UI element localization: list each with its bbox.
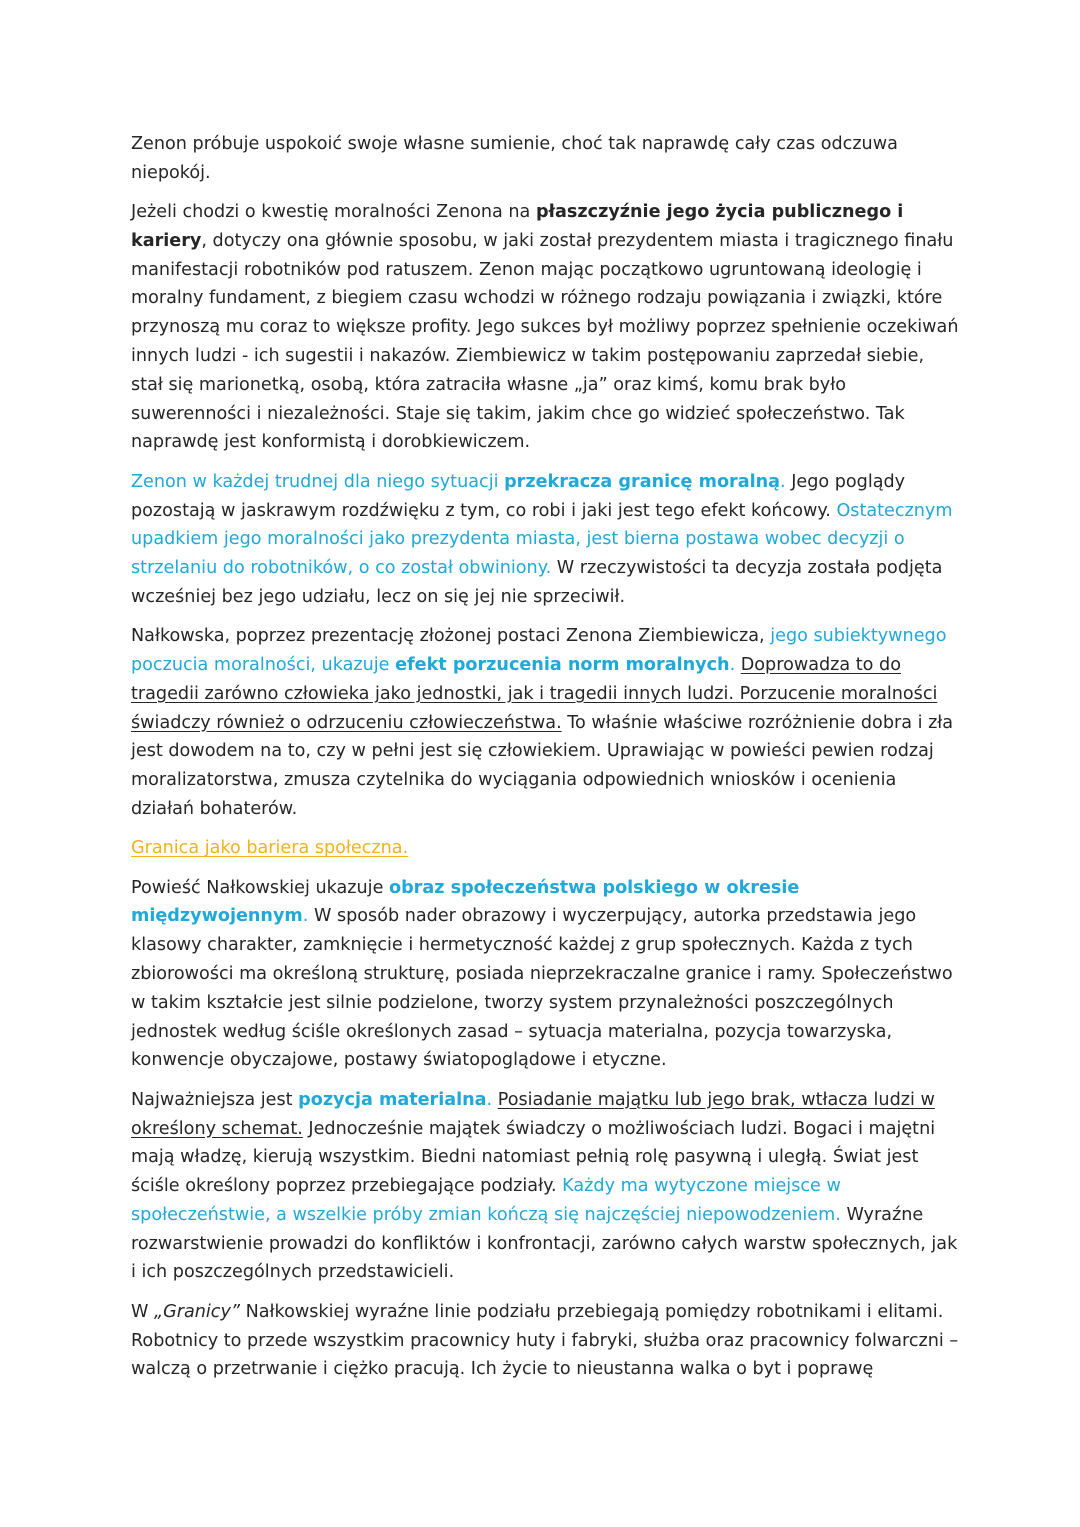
paragraph-text: Nałkowska, poprzez prezentację złożonej postaci Zenona Ziembiewicza, (131, 626, 771, 647)
heading-text: Granica jako bariera społeczna. (131, 838, 409, 859)
paragraph-nalkowska-morality (131, 622, 959, 824)
document-page (131, 130, 959, 1395)
paragraph-text: Jego poglądy pozostają w jaskrawym rozdźwięku z tym, co robi i jaki jest tego efekt końcowy. (131, 471, 906, 521)
section-heading (131, 834, 959, 863)
highlighted-text: Każdy ma wytyczone miejsce w społeczeństwie, a wszelkie próby zmian kończą się najczęściej niepowodzeniem. (131, 1176, 841, 1225)
book-title: „Granicy” (154, 1301, 241, 1322)
highlighted-text: . (302, 906, 309, 927)
paragraph-text: Nałkowskiej wyraźne linie podziału przebiegają pomiędzy robotnikami i elitami. Robotnicy to przede wszystkim pracownicy huty i fabryki, służba oraz pracownicy folwarczni – walczą o przetrwanie i ciężko pracują. Ich życie to nieustanna walka o byt i poprawę (131, 1301, 959, 1380)
paragraph-granica-divisions (131, 1298, 959, 1384)
paragraph-text: Jeżeli chodzi o kwestię moralności Zenona na (131, 202, 536, 223)
paragraph-text: Zenon próbuje uspokoić swoje własne sumienie, choć tak naprawdę cały czas odczuwa niepokój. (131, 134, 898, 183)
paragraph-text: W (131, 1301, 154, 1322)
highlighted-text: . (729, 655, 736, 676)
paragraph-text: W sposób nader obrazowy i wyczerpujący, autorka przedstawia jego klasowy charakter, zamknięcie i hermetyczność każdej z grup społecznych. Każda z tych zbiorowości ma określoną strukturę, posiada nieprzekraczalne granice i ramy. Społeczeństwo w takim kształcie jest silnie podzielone, tworzy system przynależności poszczególnych jednostek według ściśle określonych zasad – sytuacja materialna, pozycja towarzyska, konwencje obyczajowe, postawy światopoglądowe i etyczne. (131, 906, 953, 1071)
highlighted-text: Zenon w każdej trudnej dla niego sytuacji (131, 471, 505, 492)
paragraph-text: W rzeczywistości ta decyzja została podjęta wcześniej bez jego udziału, lecz on się jej nie sprzeciwił. (131, 558, 943, 607)
highlighted-bold-phrase: obraz społeczeństwa polskiego w okresie międzywojennym (131, 877, 800, 927)
paragraph-moral-boundary (131, 468, 959, 612)
highlighted-text: jego subiektywnego poczucia moralności, ukazuje (131, 626, 947, 676)
paragraph-text: Powieść Nałkowskiej ukazuje (131, 877, 389, 898)
highlighted-bold-phrase: przekracza granicę moralną (504, 471, 781, 492)
highlighted-text: . (486, 1089, 493, 1110)
highlighted-text: Ostatecznym upadkiem jego moralności jako prezydenta miasta, jest bierna postawa wobec decyzji o strzelaniu do robotników, o co został obwiniony. (131, 500, 953, 579)
paragraph-text: Wyraźne rozwarstwienie prowadzi do konfliktów i konfrontacji, zarówno całych warstw społecznych, jak i ich poszczególnych przedstawicieli. (131, 1204, 958, 1283)
underlined-text: Posiadanie majątku lub jego brak, wtłacza ludzi w określony schemat. (131, 1089, 935, 1139)
paragraph-text: To właśnie właściwe rozróżnienie dobra i zła jest dowodem na to, czy w pełni jest się człowiekiem. Uprawiając w powieści pewien rodzaj moralizatorstwa, zmusza czytelnika do wyciągania odpowiednich wniosków i ocenienia działań bohaterów. (131, 712, 954, 820)
paragraph-society (131, 874, 959, 1076)
paragraph-text: Najważniejsza jest (131, 1089, 299, 1110)
paragraph-text: Jednocześnie majątek świadczy o możliwościach ludzi. Bogaci i majętni mają władzę, kierują wszystkim. Biedni natomiast pełnią rolę pasywną i uległą. Świat jest ściśle określony poprzez przebiegające podziały. (131, 1118, 936, 1197)
paragraph-public-life (131, 198, 959, 457)
highlighted-bold-phrase: efekt porzucenia norm moralnych (395, 655, 730, 676)
bold-phrase: płaszczyźnie jego życia publicznego i kariery (131, 202, 904, 251)
highlighted-text: . (780, 471, 786, 492)
underlined-text: Doprowadza to do tragedii zarówno człowieka jako jednostki, jak i tragedii innych ludzi. Porzucenie moralności świadczy również o odrzuceniu człowieczeństwa. (131, 655, 938, 733)
highlighted-bold-phrase: pozycja materialna (298, 1089, 487, 1110)
paragraph-conscience (131, 130, 959, 188)
paragraph-text: , dotyczy ona głównie sposobu, w jaki został prezydentem miasta i tragicznego finału manifestacji robotników pod ratuszem. Zenon mając początkowo ugruntowaną ideologię i moralny fundament, z biegiem czasu wchodzi w różnego rodzaju powiązania i związki, które przynoszą mu coraz to większe profity. Jego sukces był możliwy poprzez spełnienie oczekiwań innych ludzi - ich sugestii i nakazów. Ziembiewicz w takim postępowaniu zaprzedał siebie, stał się marionetką, osobą, która zatraciła własne „ja” oraz kimś, komu brak było suwerenności i niezależności. Staje się takim, jakim chce go widzieć społeczeństwo. Tak naprawdę jest konformistą i dorobkiewiczem. (131, 230, 959, 453)
paragraph-material-position (131, 1086, 959, 1288)
